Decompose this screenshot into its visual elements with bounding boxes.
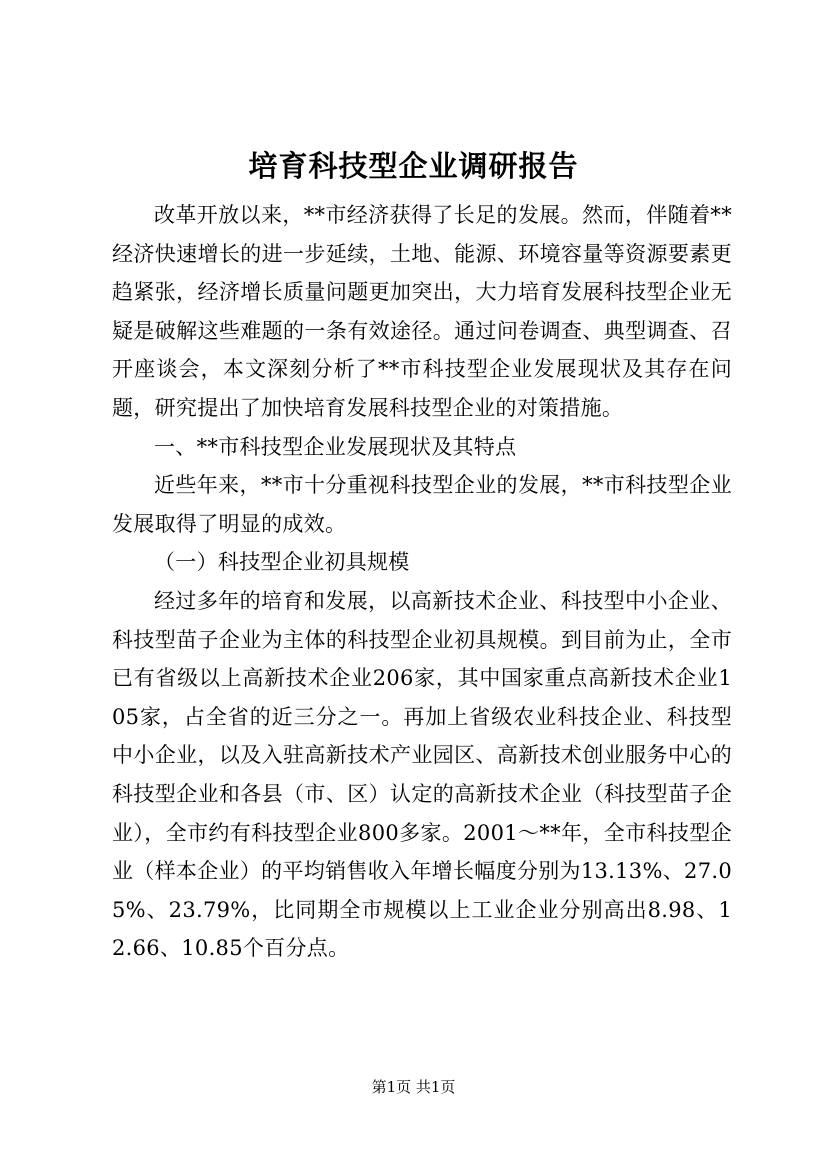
page-footer: 第1页 共1页	[371, 1078, 456, 1096]
section-heading-1: 一、**市科技型企业发展现状及其特点	[154, 434, 517, 459]
subsection-heading-1: （一）科技型企业初具规模	[154, 550, 410, 575]
paragraph-intro: 改革开放以来，**市经济获得了长足的发展。然而，伴随着**经济快速增长的进一步延续，土地、能源、环境容量等资源要素更趋紧张，经济增长质量问题更加突出，大力培育发展科技型企业无疑是破解这些难题的一条有效途径。通过问卷调查、典型调查、召开座谈会，本文深刻分析了**市科技型企业发展现状及其存在问题，研究提出了加快培育发展科技型企业的对策措施。	[112, 203, 732, 420]
document-title: 培育科技型企业调研报告	[248, 149, 579, 183]
paragraph-section-1: 近些年来，**市十分重视科技型企业的发展，**市科技型企业发展取得了明显的成效。	[112, 473, 732, 536]
paragraph-subsection-1: 经过多年的培育和发展，以高新技术企业、科技型中小企业、科技型苗子企业为主体的科技型企业初具规模。到目前为止，全市已有省级以上高新技术企业206家，其中国家重点高新技术企业105家，占全省的近三分之一。再加上省级农业科技企业、科技型中小企业，以及入驻高新技术产业园区、高新技术创业服务中心的科技型企业和各县（市、区）认定的高新技术企业（科技型苗子企业），全市约有科技型企业800多家。2001～**年，全市科技型企业（样本企业）的平均销售收入年增长幅度分别为13.13%、27.05%、23.79%，比同期全市规模以上工业企业分别高出8.98、12.66、10.85个百分点。	[112, 588, 732, 961]
document-body	[112, 196, 732, 968]
